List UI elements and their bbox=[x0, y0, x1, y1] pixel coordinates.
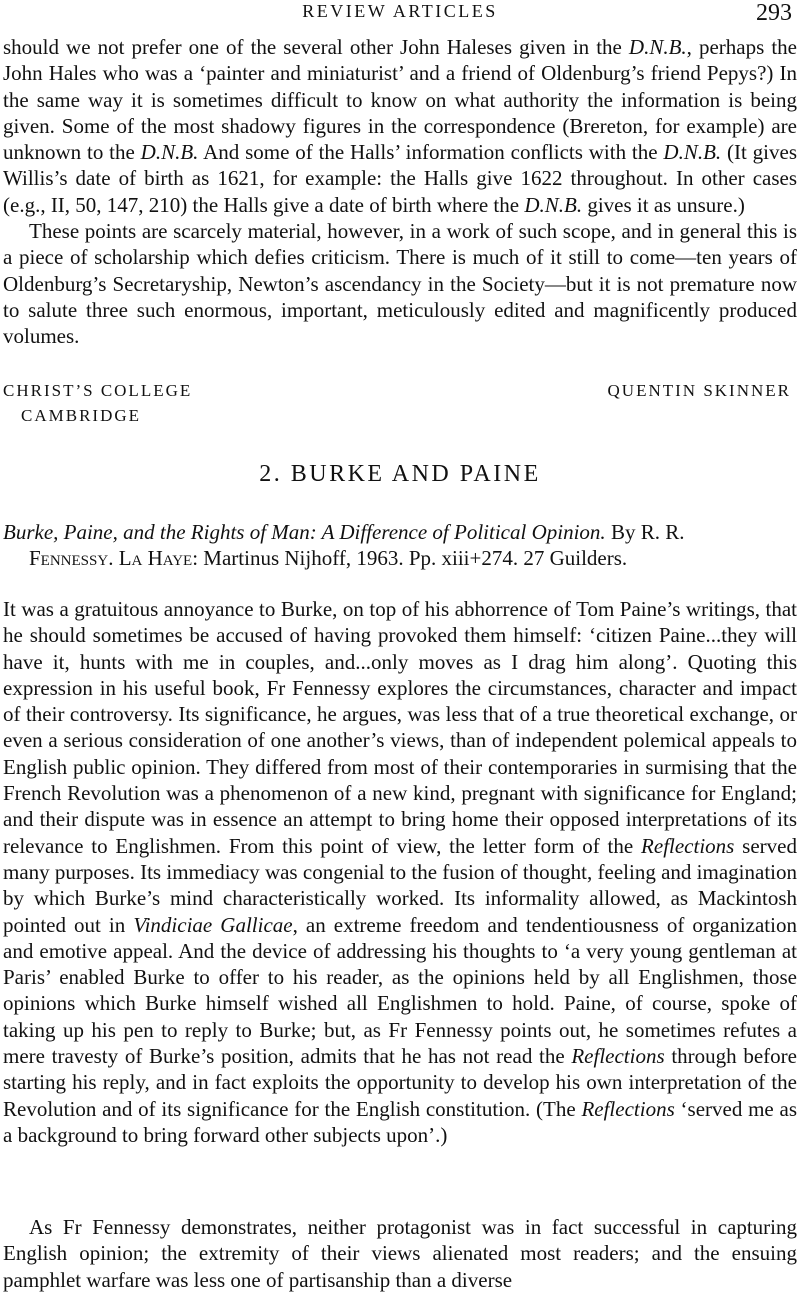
dnb-italic: D.N.B. bbox=[663, 140, 722, 165]
paragraph-conclusion: These points are scarcely material, however, in a work of such scope, and in general this is a piece of scholarship which defies criticism. There is much of it still to come—ten years of Oldenburg’s Secretaryship, Newton’s ascendancy in the Society—but it is not premature now to salute three such enormous, important, meticulously edited and magnificently produced volumes. bbox=[3, 219, 797, 349]
citation-publisher: : Martinus Nijhoff, 1963. Pp. xiii+274. 27 Guilders. bbox=[192, 546, 628, 571]
text-run: It was a gratuitous annoyance to Burke, on top of his abhorrence of Tom Paine’s writings, that he should sometimes be accused of having provoked them himself: ‘citizen Paine...they will have it, hunts with me in couples, and...only moves as I drag him along’. Quoting this expression in his useful book, Fr Fennessy explores the circumstances, character and impact of their controversy. Its significance, he argues, was less that of a true theoretical exchange, or even a serious consideration of one another’s views, than of independent polemical appeals to English public opinion. They differed from most of their contemporaries in surmising that the French Revolution was a phenomenon of a new kind, pregnant with significance for England; and their dispute was in essence an attempt to bring home their opposed interpretations of its relevance to Englishmen. From this point of view, the letter form of the bbox=[3, 597, 797, 858]
text-run: gives it as unsure.) bbox=[582, 192, 745, 217]
paragraph-review-body bbox=[3, 596, 797, 1148]
book-citation bbox=[3, 519, 797, 572]
affiliation-city: CAMBRIDGE bbox=[21, 406, 142, 425]
affiliation-college: CHRIST’S COLLEGE bbox=[3, 381, 193, 400]
reflections-italic: Reflections bbox=[581, 1096, 675, 1121]
paragraph-continued bbox=[3, 34, 797, 218]
citation-by: By R. R. bbox=[605, 520, 685, 544]
page-header bbox=[0, 0, 800, 34]
reviewer-affiliation bbox=[3, 378, 192, 428]
citation-line-2: Fennessy. La Haye: Martinus Nijhoff, 1963. Pp. xiii+274. 27 Guilders. bbox=[29, 546, 628, 571]
book-author: Fennessy bbox=[29, 546, 109, 571]
text-run: ‘served me as a background to bring forward other subjects upon’.) bbox=[3, 1096, 798, 1147]
dnb-italic: D.N.B. bbox=[140, 140, 199, 165]
running-head: REVIEW ARTICLES bbox=[302, 1, 498, 21]
dnb-italic: D.N.B. bbox=[524, 192, 583, 217]
reflections-italic: Reflections bbox=[571, 1044, 665, 1069]
text-run: served many purposes. Its immediacy was congenial to the fusion of thought, feeling and imagination by which Burke’s mind characteristically worked. Its informality allowed, as Mackintosh pointed out in bbox=[3, 833, 797, 937]
section-heading: 2. BURKE AND PAINE bbox=[259, 461, 541, 487]
text-run: , perhaps the John Hales who was a ‘painter and miniaturist’ and a friend of Oldenburg’s friend Pepys?) In the same way it is sometimes difficult to know on what authority the information is being given. Some of the most shadowy figures in the correspondence (Brereton, for example) are unknown to the bbox=[3, 35, 797, 165]
text-run: through before starting his reply, and in fact exploits the opportunity to develop his own interpretation of the Revolution and of its significance for the English constitution. (The bbox=[3, 1044, 797, 1121]
page-number: 293 bbox=[756, 0, 792, 26]
reviewer-name: QUENTIN SKINNER bbox=[607, 381, 791, 400]
text-run: And some of the Halls’ information conflicts with the bbox=[198, 140, 664, 165]
dnb-italic: D.N.B. bbox=[628, 35, 687, 59]
paragraph-final: As Fr Fennessy demonstrates, neither protagonist was in fact successful in capturing English opinion; the extremity of their views alienated most readers; and the ensuing pamphlet warfare was less one of partisanship than a diverse bbox=[3, 1215, 797, 1292]
text-run: should we not prefer one of the several other John Haleses given in the bbox=[3, 35, 629, 59]
publisher-place: La Haye bbox=[118, 546, 193, 571]
reflections-italic: Reflections bbox=[641, 833, 735, 858]
vindiciae-italic: Vindiciae Gallicae bbox=[133, 912, 293, 937]
text-run: (It gives Willis’s date of birth as 1621, for example: the Halls give 1622 throughout. In other cases (e.g., II, 50, 147, 210) the Halls give a date of birth where the bbox=[3, 140, 797, 217]
text-run: , an extreme freedom and tendentiousness of organization and emotive appeal. And the device of addressing his thoughts to ‘a very young gentleman at Paris’ enabled Burke to offer to his reader, as the opinions held by all Englishmen, those opinions which Burke himself wished all Englishmen to hold. Paine, of course, spoke of taking up his pen to reply to Burke; but, as Fr Fennessy points out, he sometimes refutes a mere travesty of Burke’s position, admits that he has not read the bbox=[3, 912, 797, 1069]
book-title: Burke, Paine, and the Rights of Man: A Difference of Political Opinion. bbox=[3, 520, 606, 544]
